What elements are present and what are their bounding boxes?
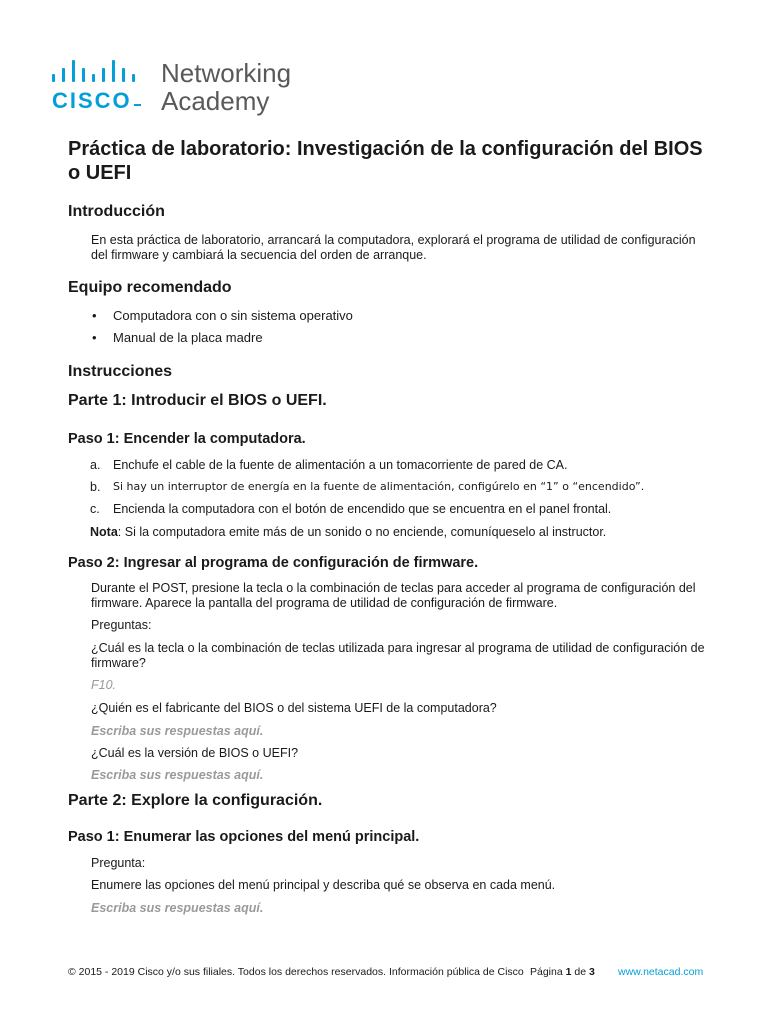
footer-url-link[interactable]: www.netacad.com bbox=[618, 966, 704, 978]
document-title: Práctica de laboratorio: Investigación de la configuración del BIOS o UEFI bbox=[68, 138, 703, 184]
step-item-letter: a. bbox=[90, 458, 101, 472]
footer-page-number: Página 1 de 3 bbox=[530, 966, 595, 978]
footer-copyright: © 2015 - 2019 Cisco y/o sus filiales. Todos los derechos reservados. Información pública de Cisco bbox=[68, 966, 524, 978]
part1-heading: Parte 1: Introducir el BIOS o UEFI. bbox=[68, 392, 327, 409]
networking-academy-logo bbox=[52, 58, 312, 118]
step-item-letter: c. bbox=[90, 502, 100, 516]
answer-placeholder[interactable]: Escriba sus respuestas aquí. bbox=[91, 724, 264, 738]
answer-text: F10. bbox=[91, 678, 117, 692]
logo-line-networking: Networking bbox=[161, 58, 292, 88]
note-text: Nota: Si la computadora emite más de un sonido o no enciende, comuníqueselo al instructor. bbox=[90, 525, 607, 539]
step-item-text: Encienda la computadora con el botón de encendido que se encuentra en el panel frontal. bbox=[113, 502, 612, 516]
questions-label: Preguntas: bbox=[91, 618, 152, 632]
step-item-letter: b. bbox=[90, 480, 101, 494]
logo-line-academy: Academy bbox=[161, 86, 270, 116]
part2-heading: Parte 2: Explore la configuración. bbox=[68, 792, 323, 809]
part1-step2-heading: Paso 2: Ingresar al programa de configuración de firmware. bbox=[68, 555, 479, 571]
question-text: ¿Cuál es la tecla o la combinación de teclas utilizada para ingresar al programa de utilidad de configuración de firmware? bbox=[91, 641, 705, 670]
cisco-wordmark: CISCO bbox=[52, 88, 141, 114]
part1-step1-heading: Paso 1: Encender la computadora. bbox=[68, 431, 306, 447]
list-item: • Manual de la placa madre bbox=[92, 330, 263, 345]
question-text: ¿Quién es el fabricante del BIOS o del sistema UEFI de la computadora? bbox=[91, 701, 497, 715]
intro-heading: Introducción bbox=[68, 203, 165, 220]
answer-placeholder[interactable]: Escriba sus respuestas aquí. bbox=[91, 768, 264, 782]
step-item-text: Enchufe el cable de la fuente de alimentación a un tomacorriente de pared de CA. bbox=[113, 458, 568, 472]
answer-placeholder[interactable]: Escriba sus respuestas aquí. bbox=[91, 901, 264, 915]
instructions-heading: Instrucciones bbox=[68, 363, 173, 380]
step-item-text: Si hay un interruptor de energía en la fuente de alimentación, configúrelo en “1” o “encendido”. bbox=[113, 480, 645, 493]
cisco-bars-icon bbox=[52, 60, 140, 82]
equipment-heading: Equipo recomendado bbox=[68, 279, 232, 296]
question-text: Enumere las opciones del menú principal y describa qué se observa en cada menú. bbox=[91, 878, 556, 892]
footer-url[interactable] bbox=[618, 966, 703, 978]
step2-text: Durante el POST, presione la tecla o la combinación de teclas para acceder al programa de configuración del firmware. Aparece la pantalla del programa de utilidad de configuración de firmware. bbox=[91, 581, 696, 610]
part2-step1-heading: Paso 1: Enumerar las opciones del menú principal. bbox=[68, 829, 420, 845]
question-text: ¿Cuál es la versión de BIOS o UEFI? bbox=[91, 746, 299, 760]
intro-text: En esta práctica de laboratorio, arrancará la computadora, explorará el programa de utilidad de configuración del firmware y cambiará la secuencia del orden de arranque. bbox=[91, 233, 696, 262]
question-label: Pregunta: bbox=[91, 856, 146, 870]
list-item: • Computadora con o sin sistema operativo bbox=[92, 308, 353, 323]
